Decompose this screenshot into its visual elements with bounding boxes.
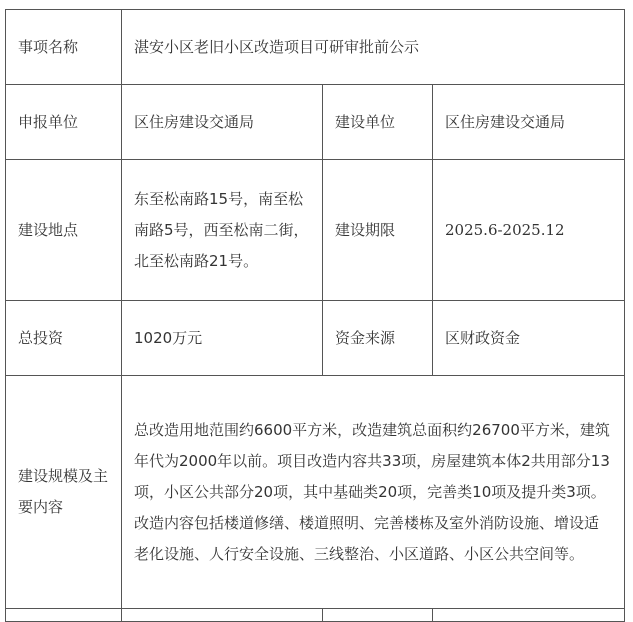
table-row-location (6, 160, 625, 301)
label-period: 建设期限 (323, 160, 433, 301)
partial-cell (122, 609, 323, 622)
partial-cell (6, 609, 122, 622)
partial-cell (433, 609, 625, 622)
table-row-units (6, 85, 625, 160)
table-row-investment (6, 301, 625, 376)
label-applicant-unit: 申报单位 (6, 85, 122, 160)
value-total-investment: 1020万元 (122, 301, 323, 376)
label-total-investment: 总投资 (6, 301, 122, 376)
label-funding-source: 资金来源 (323, 301, 433, 376)
label-construction-unit: 建设单位 (323, 85, 433, 160)
partial-cell (323, 609, 433, 622)
value-funding-source: 区财政资金 (433, 301, 625, 376)
value-scope: 总改造用地范围约6600平方米，改造建筑总面积约26700平方米，建筑年代为2000年以前。项目改造内容共33项，房屋建筑本体2共用部分13项，小区公共部分20项，其中基础类20项，完善类10项及提升类3项。改造内容包括楼道修缮、楼道照明、完善楼栋及室外消防设施、增设适老化设施、人行安全设施、三线整治、小区道路、小区公共空间等。 (122, 376, 625, 609)
value-project-name: 湛安小区老旧小区改造项目可研审批前公示 (122, 10, 625, 85)
label-location: 建设地点 (6, 160, 122, 301)
label-project-name: 事项名称 (6, 10, 122, 85)
value-applicant-unit: 区住房建设交通局 (122, 85, 323, 160)
value-location: 东至松南路15号，南至松南路5号，西至松南二街，北至松南路21号。 (122, 160, 323, 301)
table-row-project-name (6, 10, 625, 85)
table-row-scope (6, 376, 625, 609)
value-period: 2025.6-2025.12 (433, 160, 625, 301)
label-scope: 建设规模及主要内容 (6, 376, 122, 609)
table-row-partial (6, 609, 625, 622)
value-construction-unit: 区住房建设交通局 (433, 85, 625, 160)
project-notice-table (5, 9, 625, 622)
